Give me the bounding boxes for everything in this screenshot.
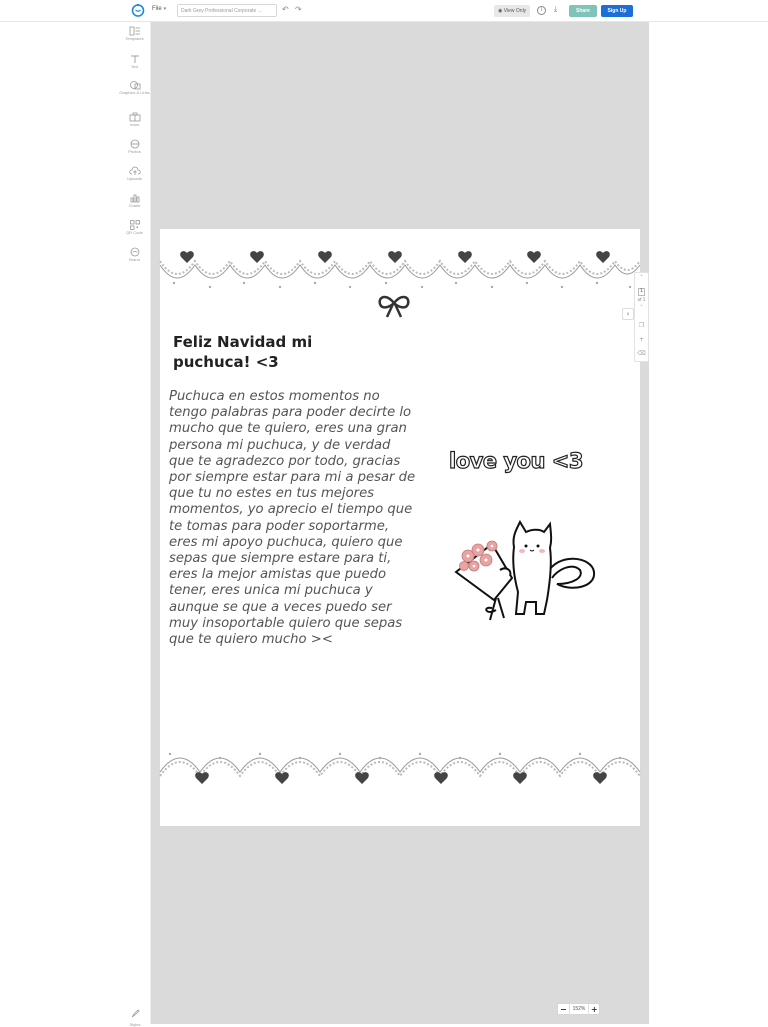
sidebar-item-qr-code[interactable] <box>118 220 151 236</box>
uploads-icon <box>129 166 141 176</box>
duplicate-page-icon[interactable]: ❐ <box>638 322 645 329</box>
sidebar-item-text[interactable] <box>118 54 151 70</box>
photos-icon <box>129 139 141 149</box>
file-menu[interactable] <box>152 6 166 12</box>
top-bar <box>0 0 768 22</box>
add-page-icon[interactable]: + <box>638 336 645 343</box>
page-tools-panel <box>634 272 649 362</box>
file-menu-label: File <box>152 6 162 12</box>
sidebar-item-label: Brand <box>129 257 140 262</box>
brand-icon <box>129 247 141 257</box>
text-icon <box>129 54 141 64</box>
charts-icon <box>129 193 141 203</box>
sidebar-item-label: Text <box>130 64 139 69</box>
sidebar-item-label: QR Code <box>126 230 143 235</box>
sidebar-item-label: Icons <box>129 122 140 127</box>
chevron-left-icon: ‹ <box>626 310 630 318</box>
love-you-text: love you <3 <box>449 449 583 473</box>
sidebar-item-uploads[interactable] <box>118 166 151 182</box>
cat-with-flowers-illustration <box>452 512 612 632</box>
right-margin <box>649 22 768 1024</box>
card-body-text: Puchuca en estos momentos no tengo palabras para poder decirte lo mucho que te quiero, eres una gran persona mi puchuca, y de verdad que te agradezco por todo, gracias por siempre estar para mi a pesar de que tu no estes en tus mejores momentos, yo aprecio el tiempo que te tomas para poder soportarme, eres mi apoyo puchuca, quiero que sepas que siempre estare para ti, eres la mejor amistas que puedo tener, eres unica mi puchuca y aunque se que a veces puedo ser muy insoportable quiero que sepas que te quiero mucho >< <box>169 389 416 648</box>
view-only-button[interactable] <box>494 5 530 17</box>
document-title-field[interactable]: Dark Grey Professional Corporate ... <box>177 4 277 17</box>
app-logo-icon[interactable] <box>131 3 145 17</box>
sidebar-item-icons[interactable] <box>118 112 151 128</box>
sidebar-item-label: Charts <box>128 203 141 208</box>
undo-icon[interactable]: ↶ <box>282 5 289 14</box>
sidebar-item-brand[interactable] <box>118 247 151 263</box>
page-count-label: of 1 <box>637 297 646 302</box>
collapse-panel-button[interactable] <box>622 308 634 320</box>
sidebar-item-label: Uploads <box>127 176 142 181</box>
share-button[interactable]: Share <box>569 5 597 17</box>
delete-page-icon[interactable]: ⌫ <box>637 350 646 357</box>
eye-icon: ◉ <box>498 8 503 14</box>
icons-icon <box>129 112 141 122</box>
lace-border-bottom <box>160 740 640 812</box>
styles-button[interactable] <box>126 1003 144 1027</box>
sidebar-item-graphics[interactable] <box>118 80 151 96</box>
view-only-label: View Only <box>503 8 527 14</box>
zoom-out-button[interactable]: − <box>560 1005 567 1014</box>
graphics-icon <box>129 80 141 90</box>
zoom-control <box>557 1003 600 1015</box>
sidebar-item-label: Graphics & Links <box>119 90 150 95</box>
info-icon[interactable]: i <box>537 6 546 15</box>
chevron-up-icon[interactable]: ˆ <box>640 275 643 282</box>
chevron-down-icon: ▾ <box>163 6 167 12</box>
sign-up-button[interactable]: Sign Up <box>601 5 633 17</box>
card-title: Feliz Navidad mi puchuca! <3 <box>173 333 313 371</box>
sidebar-item-label: Templates <box>125 36 144 41</box>
left-sidebar <box>118 22 151 1024</box>
zoom-in-button[interactable]: + <box>591 1005 598 1014</box>
download-icon[interactable]: ⤓ <box>554 5 558 13</box>
sidebar-item-label: Photos <box>128 149 141 154</box>
bow-icon <box>376 291 412 319</box>
redo-icon[interactable]: ↷ <box>295 5 302 14</box>
sidebar-item-photos[interactable] <box>118 139 151 155</box>
sidebar-item-charts[interactable] <box>118 193 151 209</box>
brush-icon <box>130 1009 140 1018</box>
chevron-down-icon[interactable]: ˇ <box>640 305 643 312</box>
styles-label: Styles <box>129 1022 141 1027</box>
page-number-input[interactable]: 1 <box>638 288 645 296</box>
design-page[interactable] <box>160 229 640 826</box>
sidebar-item-templates[interactable] <box>118 26 151 42</box>
qr-code-icon <box>129 220 141 230</box>
zoom-level[interactable]: 152% <box>569 1004 589 1015</box>
templates-icon <box>129 26 141 36</box>
